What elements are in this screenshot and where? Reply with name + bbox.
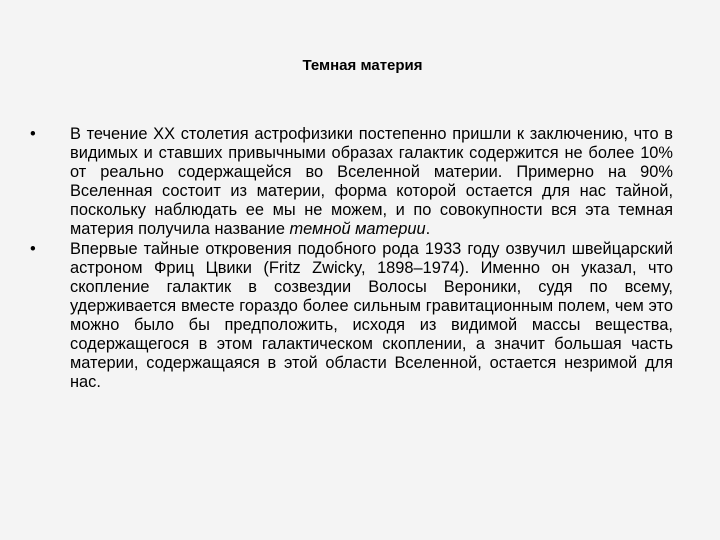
bullet-text: Впервые тайные откровения подобного рода 1933 году озвучил швейцарский астроном Фриц Цвики (Fritz Zwicky, 1898–1974). Именно он указал, что скопление галактик в созвездии Волосы Вероники, судя по всему, удерживается вместе гораздо более сильным гравитационным полем, чем это можно было бы предположить, исходя из видимой массы вещества, содержащегося в этом галактическом скоплении, а значит большая часть материи, содержащаяся в этой области Вселенной, остается незримой для нас. bbox=[70, 239, 673, 392]
emphasized-term: темной материи bbox=[289, 220, 426, 239]
bullet-tail: . bbox=[425, 220, 431, 239]
bullet-marker: • bbox=[30, 239, 36, 258]
bullet-item-1 bbox=[28, 125, 673, 240]
bullet-item-2 bbox=[28, 240, 673, 393]
slide-title: Темная материя bbox=[302, 57, 423, 74]
bullet-text: В течение XX столетия астрофизики постепенно пришли к заключению, что в видимых и ставших привычными образах галактик содержится не более 10% от реально содержащейся во Вселенной материи. Примерно на 90% Вселенная состоит из материи, форма которой остается для нас тайной, поскольку наблюдать ее мы не можем, и по совокупности вся эта темная материя получила название bbox=[70, 125, 673, 239]
bullet-marker: • bbox=[30, 125, 36, 143]
bullet-list bbox=[28, 125, 673, 392]
